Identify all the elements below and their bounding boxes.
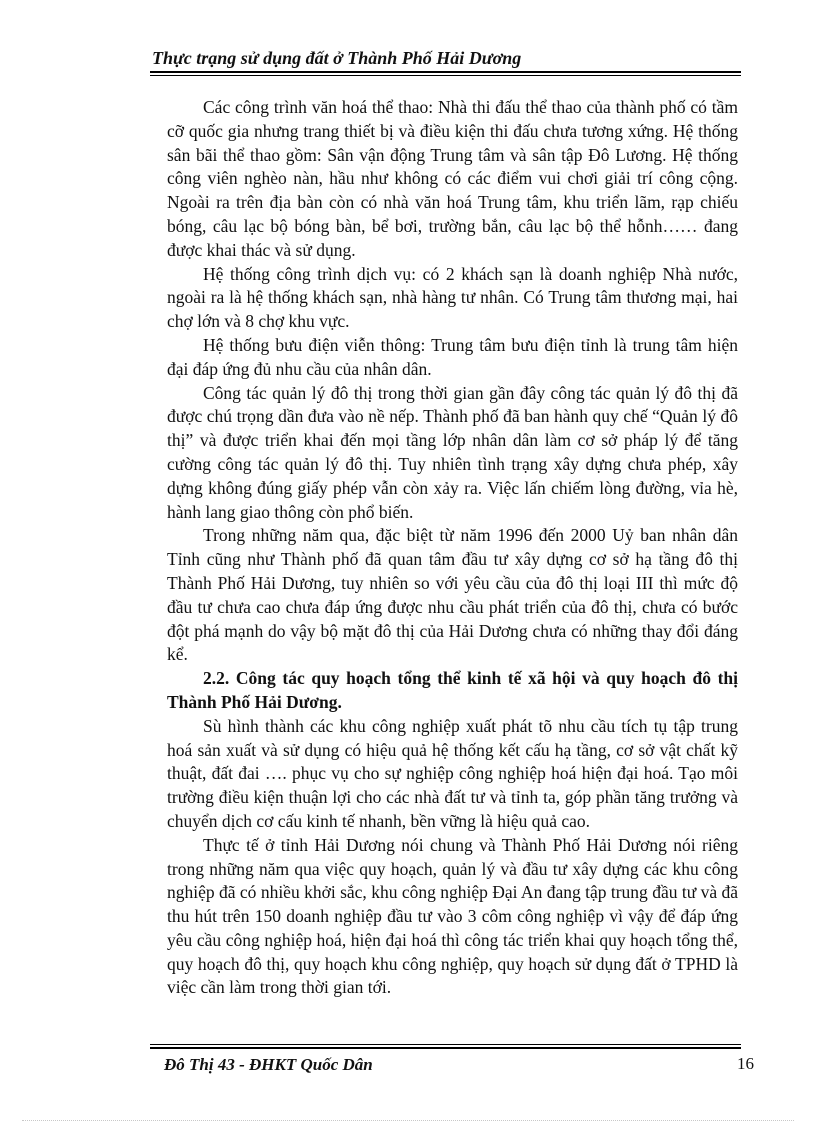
- page-header-title: Thực trạng sử dụng đất ở Thành Phố Hải Dương: [152, 48, 522, 68]
- paragraph-sports-facilities: Các công trình văn hoá thể thao: Nhà thi đấu thể thao của thành phố có tầm cỡ quốc gia nhưng trang thiết bị và điều kiện thi đấu chưa tương xứng. Hệ thống sân bãi thể thao gồm: Sân vận động Trung tâm và sân tập Đô Lương. Hệ thống công viên nghèo nàn, hầu như không có các điểm vui chơi giải trí công cộng. Ngoài ra trên địa bàn còn có nhà văn hoá Trung tâm, khu triển lãm, rạp chiếu bóng, câu lạc bộ bóng bàn, bể bơi, trường bắn, câu lạc bộ thể hỗnh…… đang được khai thác và sử dụng.: [167, 97, 738, 260]
- paragraph-industrial-zones: Sù hình thành các khu công nghiệp xuất phát tõ nhu cầu tích tụ tập trung hoá sản xuất và sử dụng có hiệu quả hệ thống kết cấu hạ tầng, cơ sở vật chất kỹ thuật, đất đai …. phục vụ cho sự nghiệp công nghiệp hoá hiện đại hoá. Tạo môi trường điều kiện thuận lợi cho các nhà đất tư và tỉnh ta, góp phần tăng trưởng và chuyển dịch cơ cấu kinh tế nhanh, bền vững là hiệu quả cao.: [167, 715, 738, 831]
- paragraph-services: Hệ thống công trình dịch vụ: có 2 khách sạn là doanh nghiệp Nhà nước, ngoài ra là hệ thống khách sạn, nhà hàng tư nhân. Có Trung tâm thương mại, hai chợ lớn và 8 chợ khu vực.: [167, 263, 738, 332]
- paragraph-telecom: Hệ thống bưu điện viễn thông: Trung tâm bưu điện tỉnh là trung tâm hiện đại đáp ứng đủ nhu cầu của nhân dân.: [167, 334, 738, 379]
- page-number: 16: [737, 1054, 754, 1073]
- paragraph-urban-management: Công tác quản lý đô thị trong thời gian gần đây công tác quản lý đô thị đã được chú trọng dần đưa vào nề nếp. Thành phố đã ban hành quy chế “Quản lý đô thị” và được triển khai đến mọi tầng lớp nhân dân làm cơ sở pháp lý để tăng cường công tác quản lý đô thị. Tuy nhiên tình trạng xây dựng chưa phép, xây dựng không đúng giấy phép vẫn còn xảy ra. Việc lấn chiếm lòng đường, vỉa hè, hành lang giao thông còn phổ biến.: [167, 382, 738, 522]
- header-rule-thin: [150, 75, 741, 76]
- page-break-line: [22, 1120, 794, 1121]
- footer-rule-thin: [150, 1044, 741, 1045]
- paragraph-planning-reality: Thực tế ở tỉnh Hải Dương nói chung và Thành Phố Hải Dương nói riêng trong những năm qua việc quy hoạch, quản lý và đầu tư xây dựng các khu công nghiệp đã có nhiều khởi sắc, khu công nghiệp Đại An đang tập trung đầu tư và đã thu hút trên 150 doanh nghiệp đầu tư vào 3 côm công nghiệp vì vậy để đáp ứng yêu cầu công nghiệp hoá, hiện đại hoá thì công tác triển khai quy hoạch tổng thể, quy hoạch đô thị, quy hoạch khu công nghiệp, quy hoạch sử dụng đất ở TPHD là việc cần làm trong thời gian tới.: [167, 834, 738, 998]
- footer-rule-thick: [150, 1047, 741, 1049]
- footer-text: Đô Thị 43 - ĐHKT Quốc Dân: [164, 1055, 373, 1074]
- header-rule-thick: [150, 71, 741, 73]
- document-body: [167, 96, 738, 1000]
- section-heading: 2.2. Công tác quy hoạch tổng thể kinh tế xã hội và quy hoạch đô thị Thành Phố Hải Dương.: [167, 668, 738, 712]
- paragraph-investment: Trong những năm qua, đặc biệt từ năm 1996 đến 2000 Uỷ ban nhân dân Tỉnh cũng như Thành phố đã quan tâm đầu tư xây dựng cơ sở hạ tầng đô thị Thành Phố Hải Dương, tuy nhiên so với yêu cầu của đô thị loại III thì mức độ đầu tư chưa cao chưa đáp ứng được nhu cầu phát triển của đô thị, chưa có bước đột phá mạnh do vậy bộ mặt đô thị của Hải Dương chưa có những thay đổi đáng kể.: [167, 525, 738, 665]
